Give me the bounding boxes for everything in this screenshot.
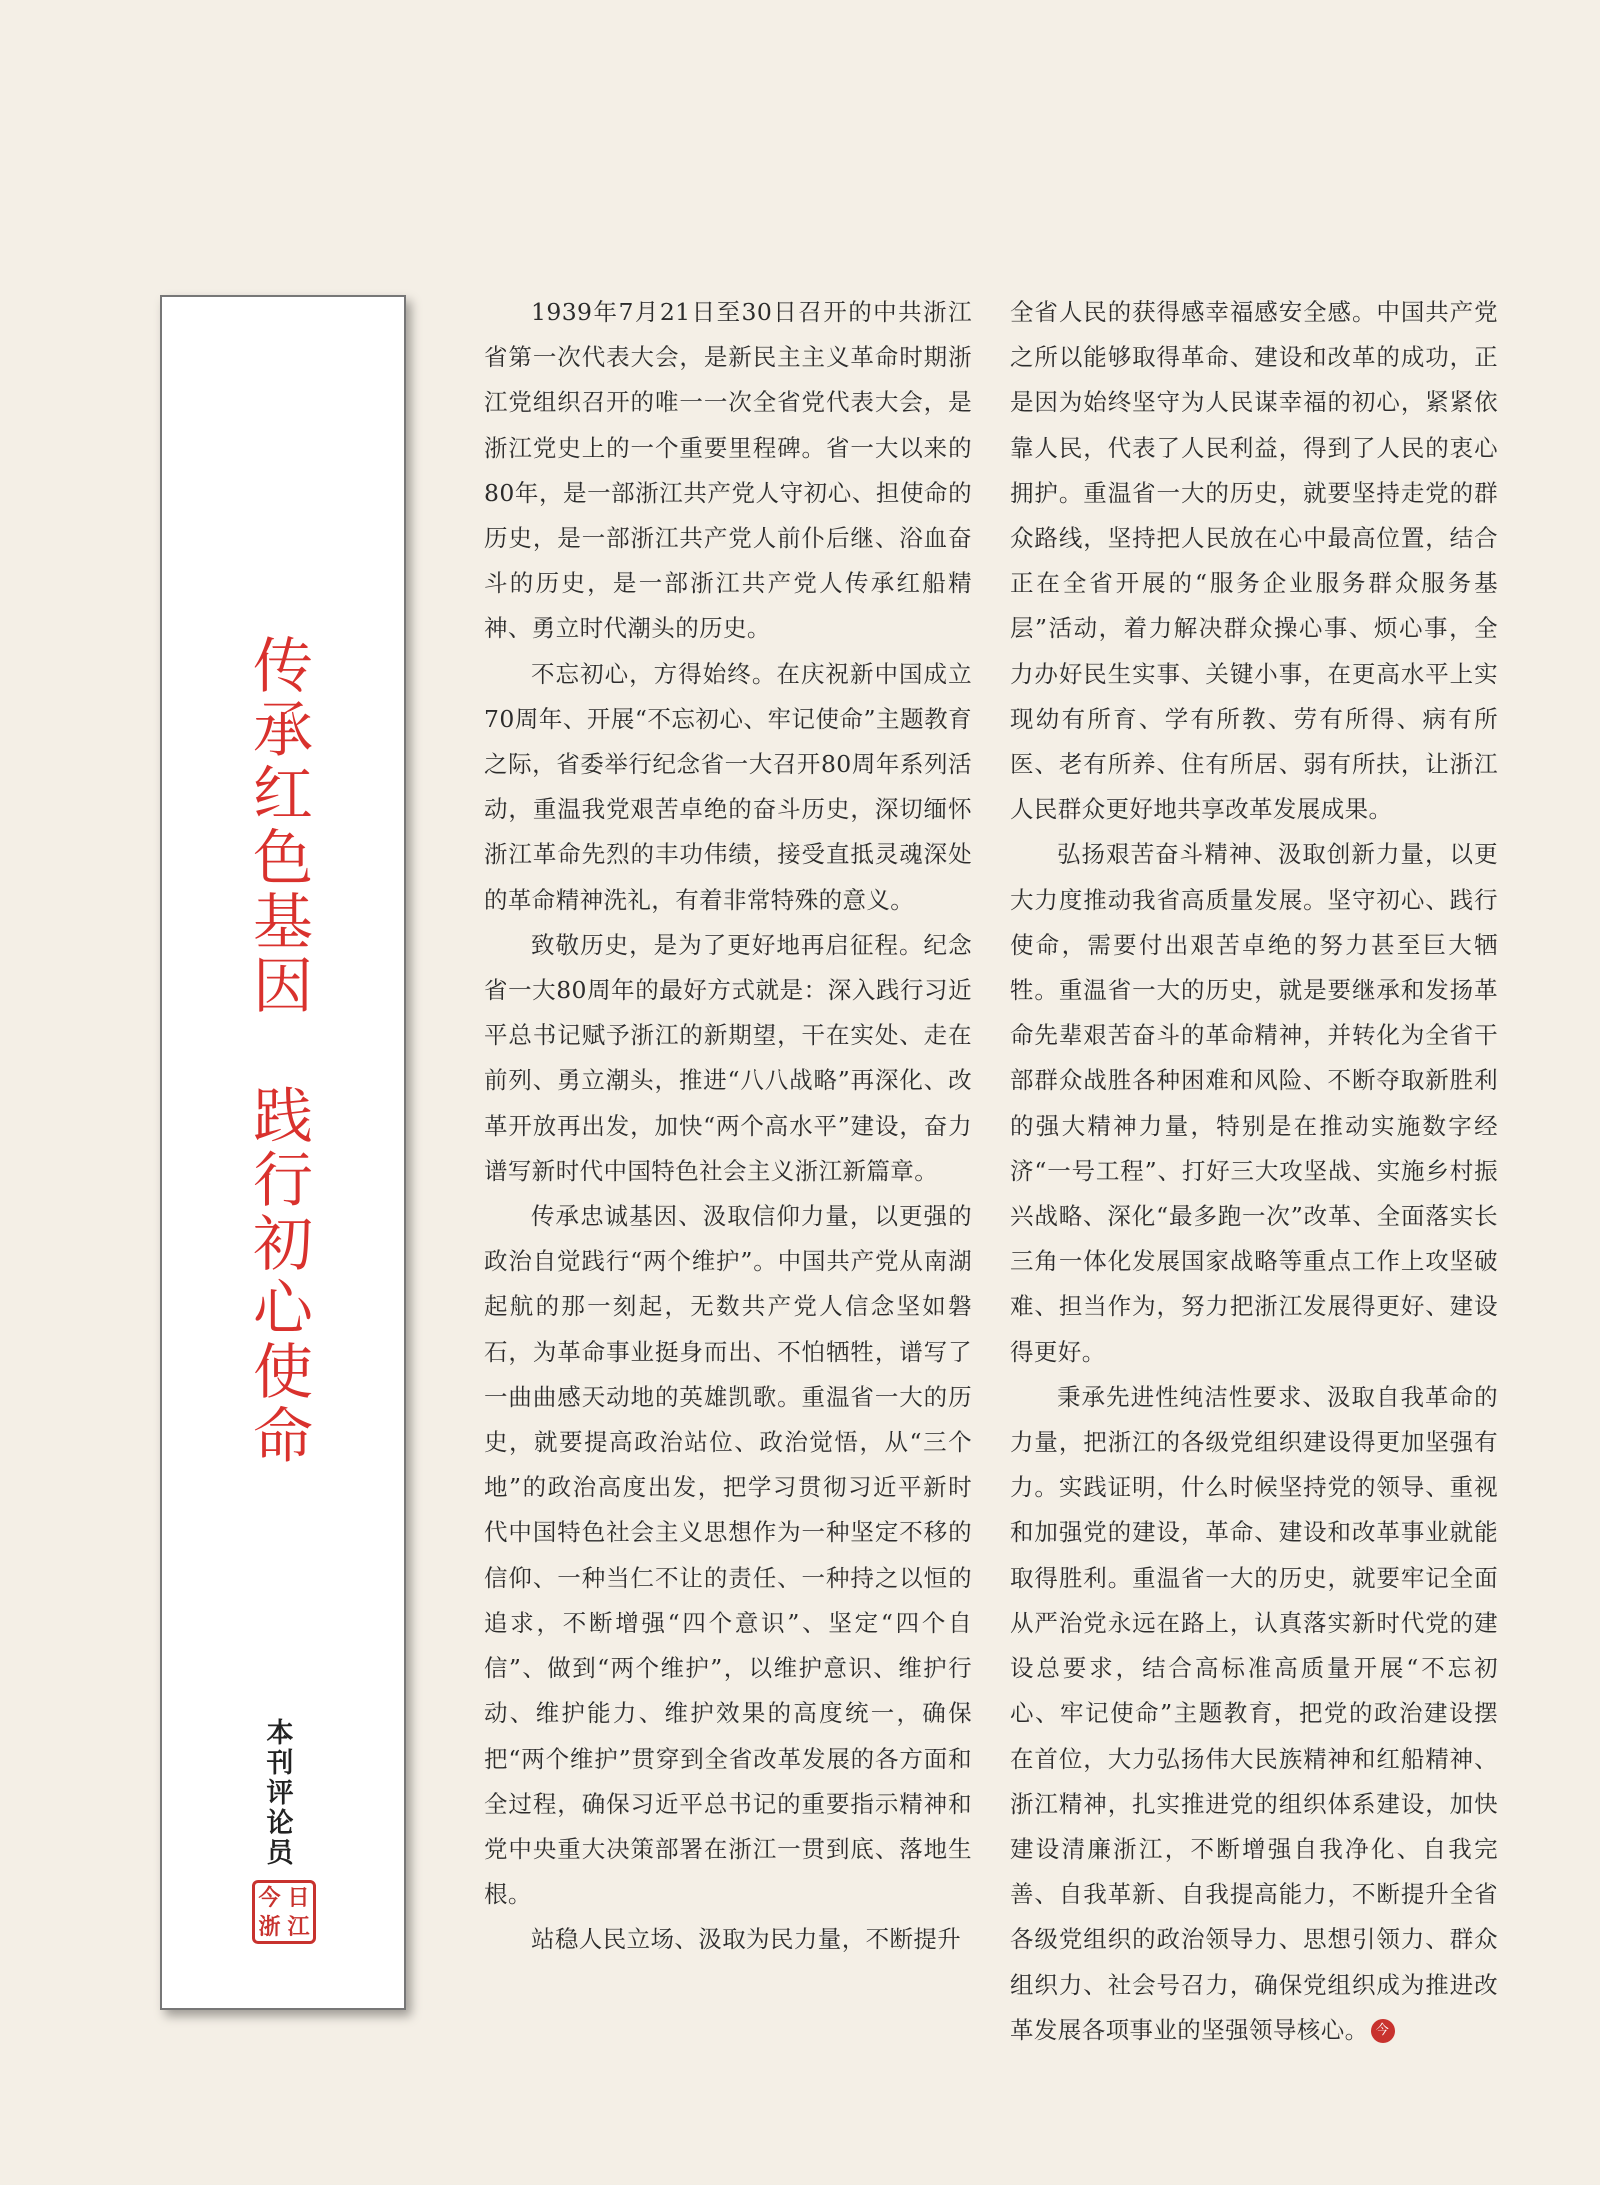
author-char: 员: [266, 1838, 294, 1869]
paragraph: 传承忠诚基因、汲取信仰力量，以更强的政治自觉践行“两个维护”。中国共产党从南湖起航的那一刻起，无数共产党人信念坚如磐石，为革命事业挺身而出、不怕牺牲，谱写了一曲曲感天动地的英雄凯歌。重温省一大的历史，就要提高政治站位、政治觉悟，从“三个地”的政治高度出发，把学习贯彻习近平新时代中国特色社会主义思想作为一种坚定不移的信仰、一种当仁不让的责任、一种持之以恒的追求，不断增强“四个意识”、坚定“四个自信”、做到“两个维护”，以维护意识、维护行动、维护能力、维护效果的高度统一，确保把“两个维护”贯穿到全省改革发展的各方面和全过程，确保习近平总书记的重要指示精神和党中央重大决策部署在浙江一贯到底、落地生根。: [484, 1202, 972, 1909]
author-char: 论: [266, 1808, 294, 1839]
author-char: 本: [266, 1718, 294, 1749]
title-char: 命: [253, 1402, 313, 1472]
paragraph: 1939年7月21日至30日召开的中共浙江省第一次代表大会，是新民主主义革命时期浙江党组织召开的唯一一次全省党代表大会，是浙江党史上的一个重要里程碑。省一大以来的80年，是一部浙江共产党人守初心、担使命的历史，是一部浙江共产党人前仆后继、浴血奋斗的历史，是一部浙江共产党人传承红船精神、勇立时代潮头的历史。: [484, 298, 972, 643]
title-char: 基: [253, 888, 313, 958]
end-mark-icon: 今: [1371, 2019, 1395, 2043]
seal-char: 日: [287, 1884, 310, 1911]
title-char: 行: [253, 1146, 313, 1216]
seal-stamp-icon: [252, 1880, 316, 1944]
title-char: 因: [253, 952, 313, 1022]
title-char: 践: [253, 1082, 313, 1152]
title-char: 使: [253, 1338, 313, 1408]
author-char: 刊: [266, 1748, 294, 1779]
seal-char: 江: [287, 1913, 310, 1940]
paragraph-continuation: 全省人民的获得感幸福感安全感。中国共产党之所以能够取得革命、建设和改革的成功，正是因为始终坚守为人民谋幸福的初心，紧紧依靠人民，代表了人民利益，得到了人民的衷心拥护。重温省一大的历史，就要坚持走党的群众路线，坚持把人民放在心中最高位置，结合正在全省开展的“服务企业服务群众服务基层”活动，着力解决群众操心事、烦心事，全力办好民生实事、关键小事，在更高水平上实现幼有所育、学有所教、劳有所得、病有所医、老有所养、住有所居、弱有所扶，让浙江人民群众更好地共享改革发展成果。: [1010, 298, 1498, 824]
paragraph-text: 秉承先进性纯洁性要求、汲取自我革命的力量，把浙江的各级党组织建设得更加坚强有力。实践证明，什么时候坚持党的领导、重视和加强党的建设，革命、建设和改革事业就能取得胜利。重温省一大的历史，就要牢记全面从严治党永远在路上，认真落实新时代党的建设总要求，结合高标准高质量开展“不忘初心、牢记使命”主题教育，把党的政治建设摆在首位，大力弘扬伟大民族精神和红船精神、浙江精神，扎实推进党的组织体系建设，加快建设清廉浙江，不断增强自我净化、自我完善、自我革新、自我提高能力，不断提升全省各级党组织的政治领导力、思想引领力、群众组织力、社会号召力，确保党组织成为推进改革发展各项事业的坚强领导核心。: [1010, 1382, 1498, 2044]
article-title: [248, 632, 318, 1472]
title-char: 色: [253, 824, 313, 894]
seal-char: 今: [258, 1884, 281, 1911]
title-char: 初: [253, 1210, 313, 1280]
title-char: 心: [253, 1274, 313, 1344]
paragraph: 弘扬艰苦奋斗精神、汲取创新力量，以更大力度推动我省高质量发展。坚守初心、践行使命，需要付出艰苦卓绝的努力甚至巨大牺牲。重温省一大的历史，就是要继承和发扬革命先辈艰苦奋斗的革命精神，并转化为全省干部群众战胜各种困难和风险、不断夺取新胜利的强大精神力量，特别是在推动实施数字经济“一号工程”、打好三大攻坚战、实施乡村振兴战略、深化“最多跑一次”改革、全面落实长三角一体化发展国家战略等重点工作上攻坚破难、担当作为，努力把浙江发展得更好、建设得更好。: [1010, 840, 1498, 1366]
paragraph: 致敬历史，是为了更好地再启征程。纪念省一大80周年的最好方式就是：深入践行习近平总书记赋予浙江的新期望，干在实处、走在前列、勇立潮头，推进“八八战略”再深化、改革开放再出发，加快“两个高水平”建设，奋力谱写新时代中国特色社会主义浙江新篇章。: [484, 930, 972, 1185]
paragraph: [1010, 1375, 1498, 2053]
paragraph: 站稳人民立场、汲取为民力量，不断提升: [531, 1925, 962, 1954]
title-char: 传: [253, 632, 313, 702]
title-char: 承: [253, 696, 313, 766]
title-char: 红: [253, 760, 313, 830]
seal-char: 浙: [258, 1913, 281, 1940]
text-column-right: [1010, 290, 1498, 2053]
title-panel: [160, 295, 406, 2010]
text-column-left: [484, 290, 972, 1963]
author-char: 评: [266, 1778, 294, 1809]
paragraph: 不忘初心，方得始终。在庆祝新中国成立70周年、开展“不忘初心、牢记使命”主题教育之际，省委举行纪念省一大召开80周年系列活动，重温我党艰苦卓绝的奋斗历史，深切缅怀浙江革命先烈的丰功伟绩，接受直抵灵魂深处的革命精神洗礼，有着非常特殊的意义。: [484, 659, 972, 914]
author-byline: [262, 1719, 298, 1869]
